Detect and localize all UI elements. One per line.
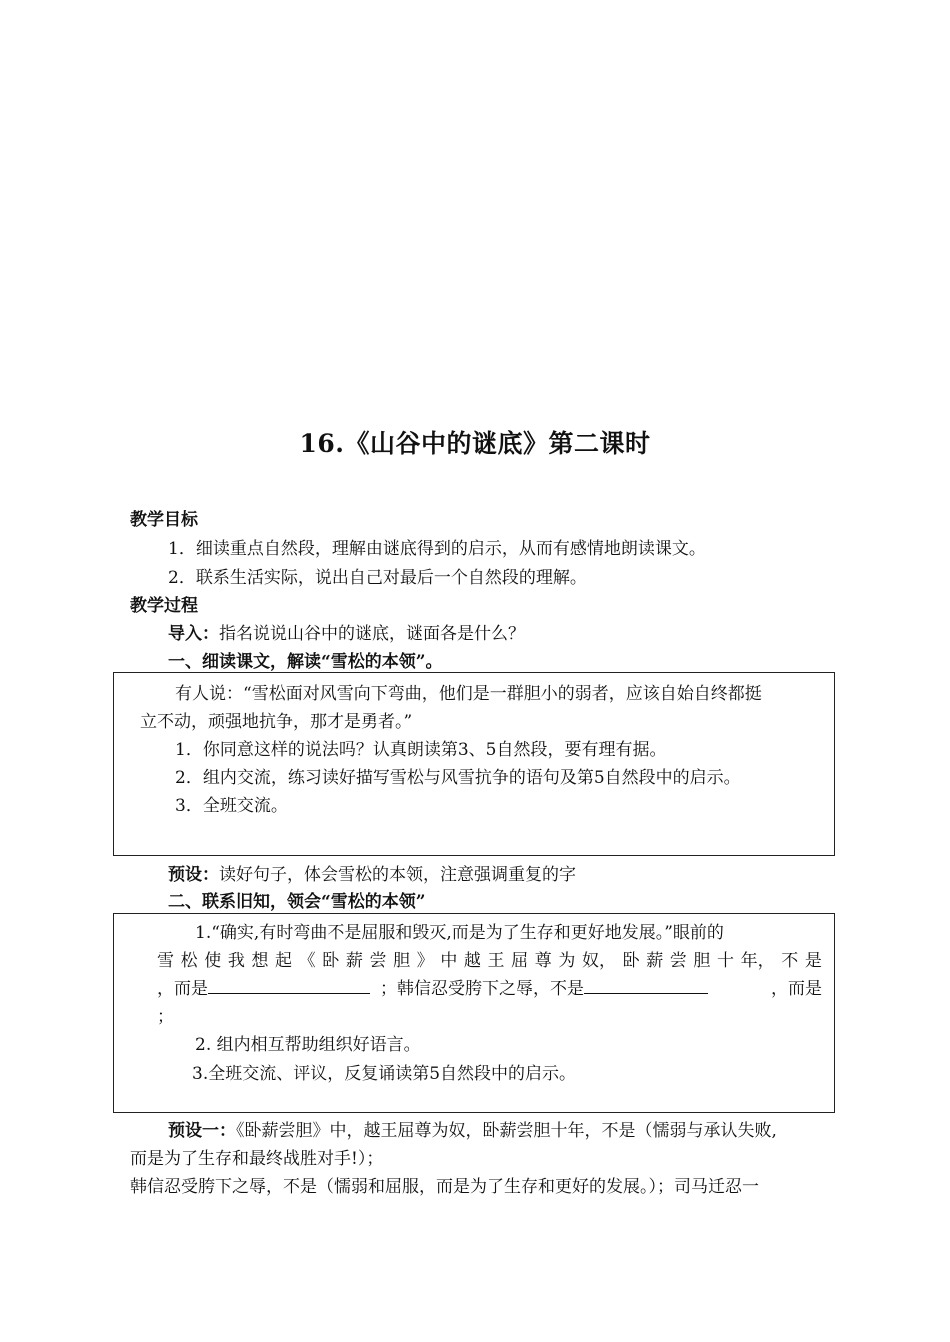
preset2-text: 《卧薪尝胆》中，越王屈尊为奴，卧薪尝胆十年，不是（懦弱与承认失败,: [236, 1121, 777, 1141]
box2-line2-char: 雪: [157, 951, 174, 971]
box2-line2-char: 中: [440, 951, 458, 971]
box2-line2-char: 卧: [622, 951, 640, 971]
box2-line2-char: 越: [463, 951, 481, 971]
box2-line3: [157, 974, 822, 999]
section1-heading: 一、细读课文，解读“雪松的本领”。: [168, 652, 443, 672]
goal-item: 2．联系生活实际，说出自己对最后一个自然段的理解。: [168, 568, 587, 588]
section2-heading: 二、联系旧知，领会“雪松的本领”: [168, 892, 426, 912]
box1-item: 2．组内交流，练习读好描写雪松与风雪抗争的语句及第5自然段中的启示。: [175, 768, 741, 788]
box2-line4: ；: [157, 1007, 174, 1027]
box2-line2-char: 尝: [369, 951, 387, 971]
box2-line2-char: 奴，: [581, 951, 616, 971]
box2-line2: [157, 946, 822, 971]
box2-item: 2. 组内相互帮助组织好语言。: [195, 1035, 421, 1055]
box1-item: 1．你同意这样的说法吗？认真朗读第3、5自然段，要有理有据。: [175, 740, 667, 760]
preset1-text: 读好句子，体会雪松的本领，注意强调重复的字: [219, 865, 576, 885]
process-heading: 教学过程: [130, 596, 198, 616]
box2-line1: 1.“确实,有时弯曲不是屈服和毁灭,而是为了生存和更好地发展。”眼前的: [195, 923, 724, 943]
box2-line2-char: 不: [781, 951, 799, 971]
preset2-line3: 韩信忍受胯下之辱，不是（懦弱和屈服，而是为了生存和更好的发展。）；司马迁忍一: [130, 1177, 759, 1197]
intro-line: [168, 619, 525, 644]
box2-line2-char: 尊: [534, 951, 552, 971]
box2-line2-char: 胆: [693, 951, 711, 971]
box2-line2-char: 起: [275, 951, 293, 971]
box2-line2-char: 薪: [646, 951, 664, 971]
box2-line3-b: ；韩信忍受胯下之辱，不是: [380, 979, 584, 999]
box2-item: 3.全班交流、评议，反复诵读第5自然段中的启示。: [192, 1064, 577, 1084]
box2-line2-char: 》: [416, 951, 434, 971]
box2-line2-char: 王: [487, 951, 505, 971]
preset2-line1: [168, 1116, 777, 1141]
intro-text: 指名说说山谷中的谜底，谜面各是什么？: [219, 624, 525, 644]
box2-line3-a: ，而是: [157, 979, 208, 999]
box2-line2-char: 松: [180, 951, 198, 971]
page-title: 16.《山谷中的谜底》第二课时: [299, 429, 651, 458]
goals-heading: 教学目标: [130, 510, 198, 530]
box2-line2-char: 我: [227, 951, 245, 971]
box2-line2-char: 想: [251, 951, 269, 971]
box2-line2-char: 尝: [669, 951, 687, 971]
goal-item: 1．细读重点自然段，理解由谜底得到的启示，从而有感情地朗读课文。: [168, 539, 706, 559]
box1-item: 3．全班交流。: [175, 796, 288, 816]
box1-line1: 有人说：“雪松面对风雪向下弯曲，他们是一群胆小的弱者，应该自始自终都挺: [175, 684, 762, 704]
preset2-label: 预设一：: [168, 1121, 236, 1141]
preset1-line: [168, 860, 576, 885]
box2-line2-char: 年，: [740, 951, 775, 971]
box2-line2-char: 使: [204, 951, 222, 971]
box2-line2-char: 《: [298, 951, 316, 971]
box2-line2-char: 为: [558, 951, 576, 971]
answer-blank-2[interactable]: [584, 979, 708, 994]
box2-line2-char: 卧: [322, 951, 340, 971]
box2-line2-char: 胆: [393, 951, 411, 971]
intro-label: 导入：: [168, 624, 219, 644]
preset1-label: 预设：: [168, 865, 219, 885]
box2-line2-char: 屈: [511, 951, 529, 971]
box1-line2: 立不动，顽强地抗争，那才是勇者。”: [140, 712, 413, 732]
box2-line3-c: ，而是: [771, 979, 822, 999]
box2-line2-char: 十: [717, 951, 735, 971]
box2-line2-char: 是: [804, 951, 822, 971]
box2-line2-char: 薪: [345, 951, 363, 971]
answer-blank-1[interactable]: [208, 979, 370, 994]
preset2-line2: 而是为了生存和最终战胜对手!）；: [130, 1149, 384, 1169]
